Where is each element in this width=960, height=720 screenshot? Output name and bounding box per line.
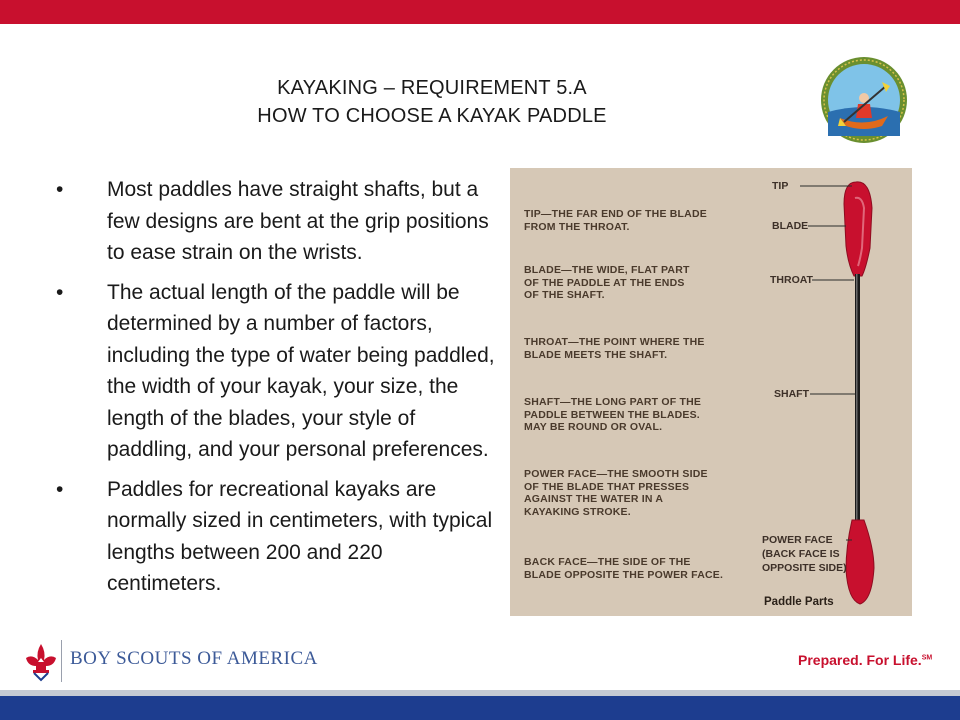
definition-tip: TIP—THE FAR END OF THE BLADE FROM THE THROAT. <box>524 208 707 233</box>
tagline-text: Prepared. For Life. <box>798 652 922 668</box>
bullet-item <box>56 474 496 600</box>
bullet-text: Paddles for recreational kayaks are normally sized in centimeters, with typical lengths between 200 and 220 centimeters. <box>107 477 493 595</box>
bullet-item <box>56 174 496 269</box>
callout-shaft: SHAFT <box>774 388 809 400</box>
callout-opposite-side: OPPOSITE SIDE) <box>762 562 847 574</box>
bsa-fleur-de-lis-icon <box>24 642 58 682</box>
bullet-text: Most paddles have straight shafts, but a few designs are bent at the grip positions to ease strain on the wrists. <box>107 178 489 264</box>
callout-tip: TIP <box>772 180 789 192</box>
slide-title-line-2: HOW TO CHOOSE A KAYAK PADDLE <box>257 105 607 127</box>
bullet-symbol: • <box>56 280 64 304</box>
definition-throat: THROAT—THE POINT WHERE THE BLADE MEETS THE SHAFT. <box>524 336 705 361</box>
definition-back-face: BACK FACE—THE SIDE OF THE BLADE OPPOSITE THE POWER FACE. <box>524 556 724 581</box>
definition-blade: BLADE—THE WIDE, FLAT PART OF THE PADDLE AT THE ENDS OF THE SHAFT. <box>524 264 690 301</box>
figure-caption: Paddle Parts <box>764 596 834 608</box>
bottom-accent-bar <box>0 690 960 720</box>
bullet-symbol: • <box>56 477 64 501</box>
slide-title-line-1: KAYAKING – REQUIREMENT 5.A <box>277 77 587 99</box>
paddle-illustration <box>510 168 912 616</box>
tagline-trademark: SM <box>921 654 933 662</box>
slide-title <box>200 74 664 130</box>
bullet-text: The actual length of the paddle will be determined by a number of factors, including the type of water being paddled, the width of your kayak, your size, the length of the blades, your style of paddling, and your personal preferences. <box>107 280 495 461</box>
definition-power-face: POWER FACE—THE SMOOTH SIDE OF THE BLADE THAT PRESSES AGAINST THE WATER IN A KAYAKING STROKE. <box>524 468 708 518</box>
bullet-item <box>56 277 496 466</box>
bullet-symbol: • <box>56 178 64 201</box>
callout-blade: BLADE <box>772 220 809 232</box>
callout-back-face: (BACK FACE IS <box>762 548 840 560</box>
bullet-list <box>56 174 496 608</box>
definition-shaft: SHAFT—THE LONG PART OF THE PADDLE BETWEEN THE BLADES. MAY BE ROUND OR OVAL. <box>524 396 702 433</box>
paddle-parts-figure <box>510 168 912 616</box>
kayaking-merit-badge-icon <box>820 56 908 144</box>
callout-power-face: POWER FACE <box>762 534 833 546</box>
top-accent-bar <box>0 0 960 24</box>
tagline <box>798 652 932 668</box>
callout-throat: THROAT <box>770 274 813 286</box>
footer-divider <box>61 640 62 682</box>
org-name: BOY SCOUTS OF AMERICA <box>70 648 318 669</box>
